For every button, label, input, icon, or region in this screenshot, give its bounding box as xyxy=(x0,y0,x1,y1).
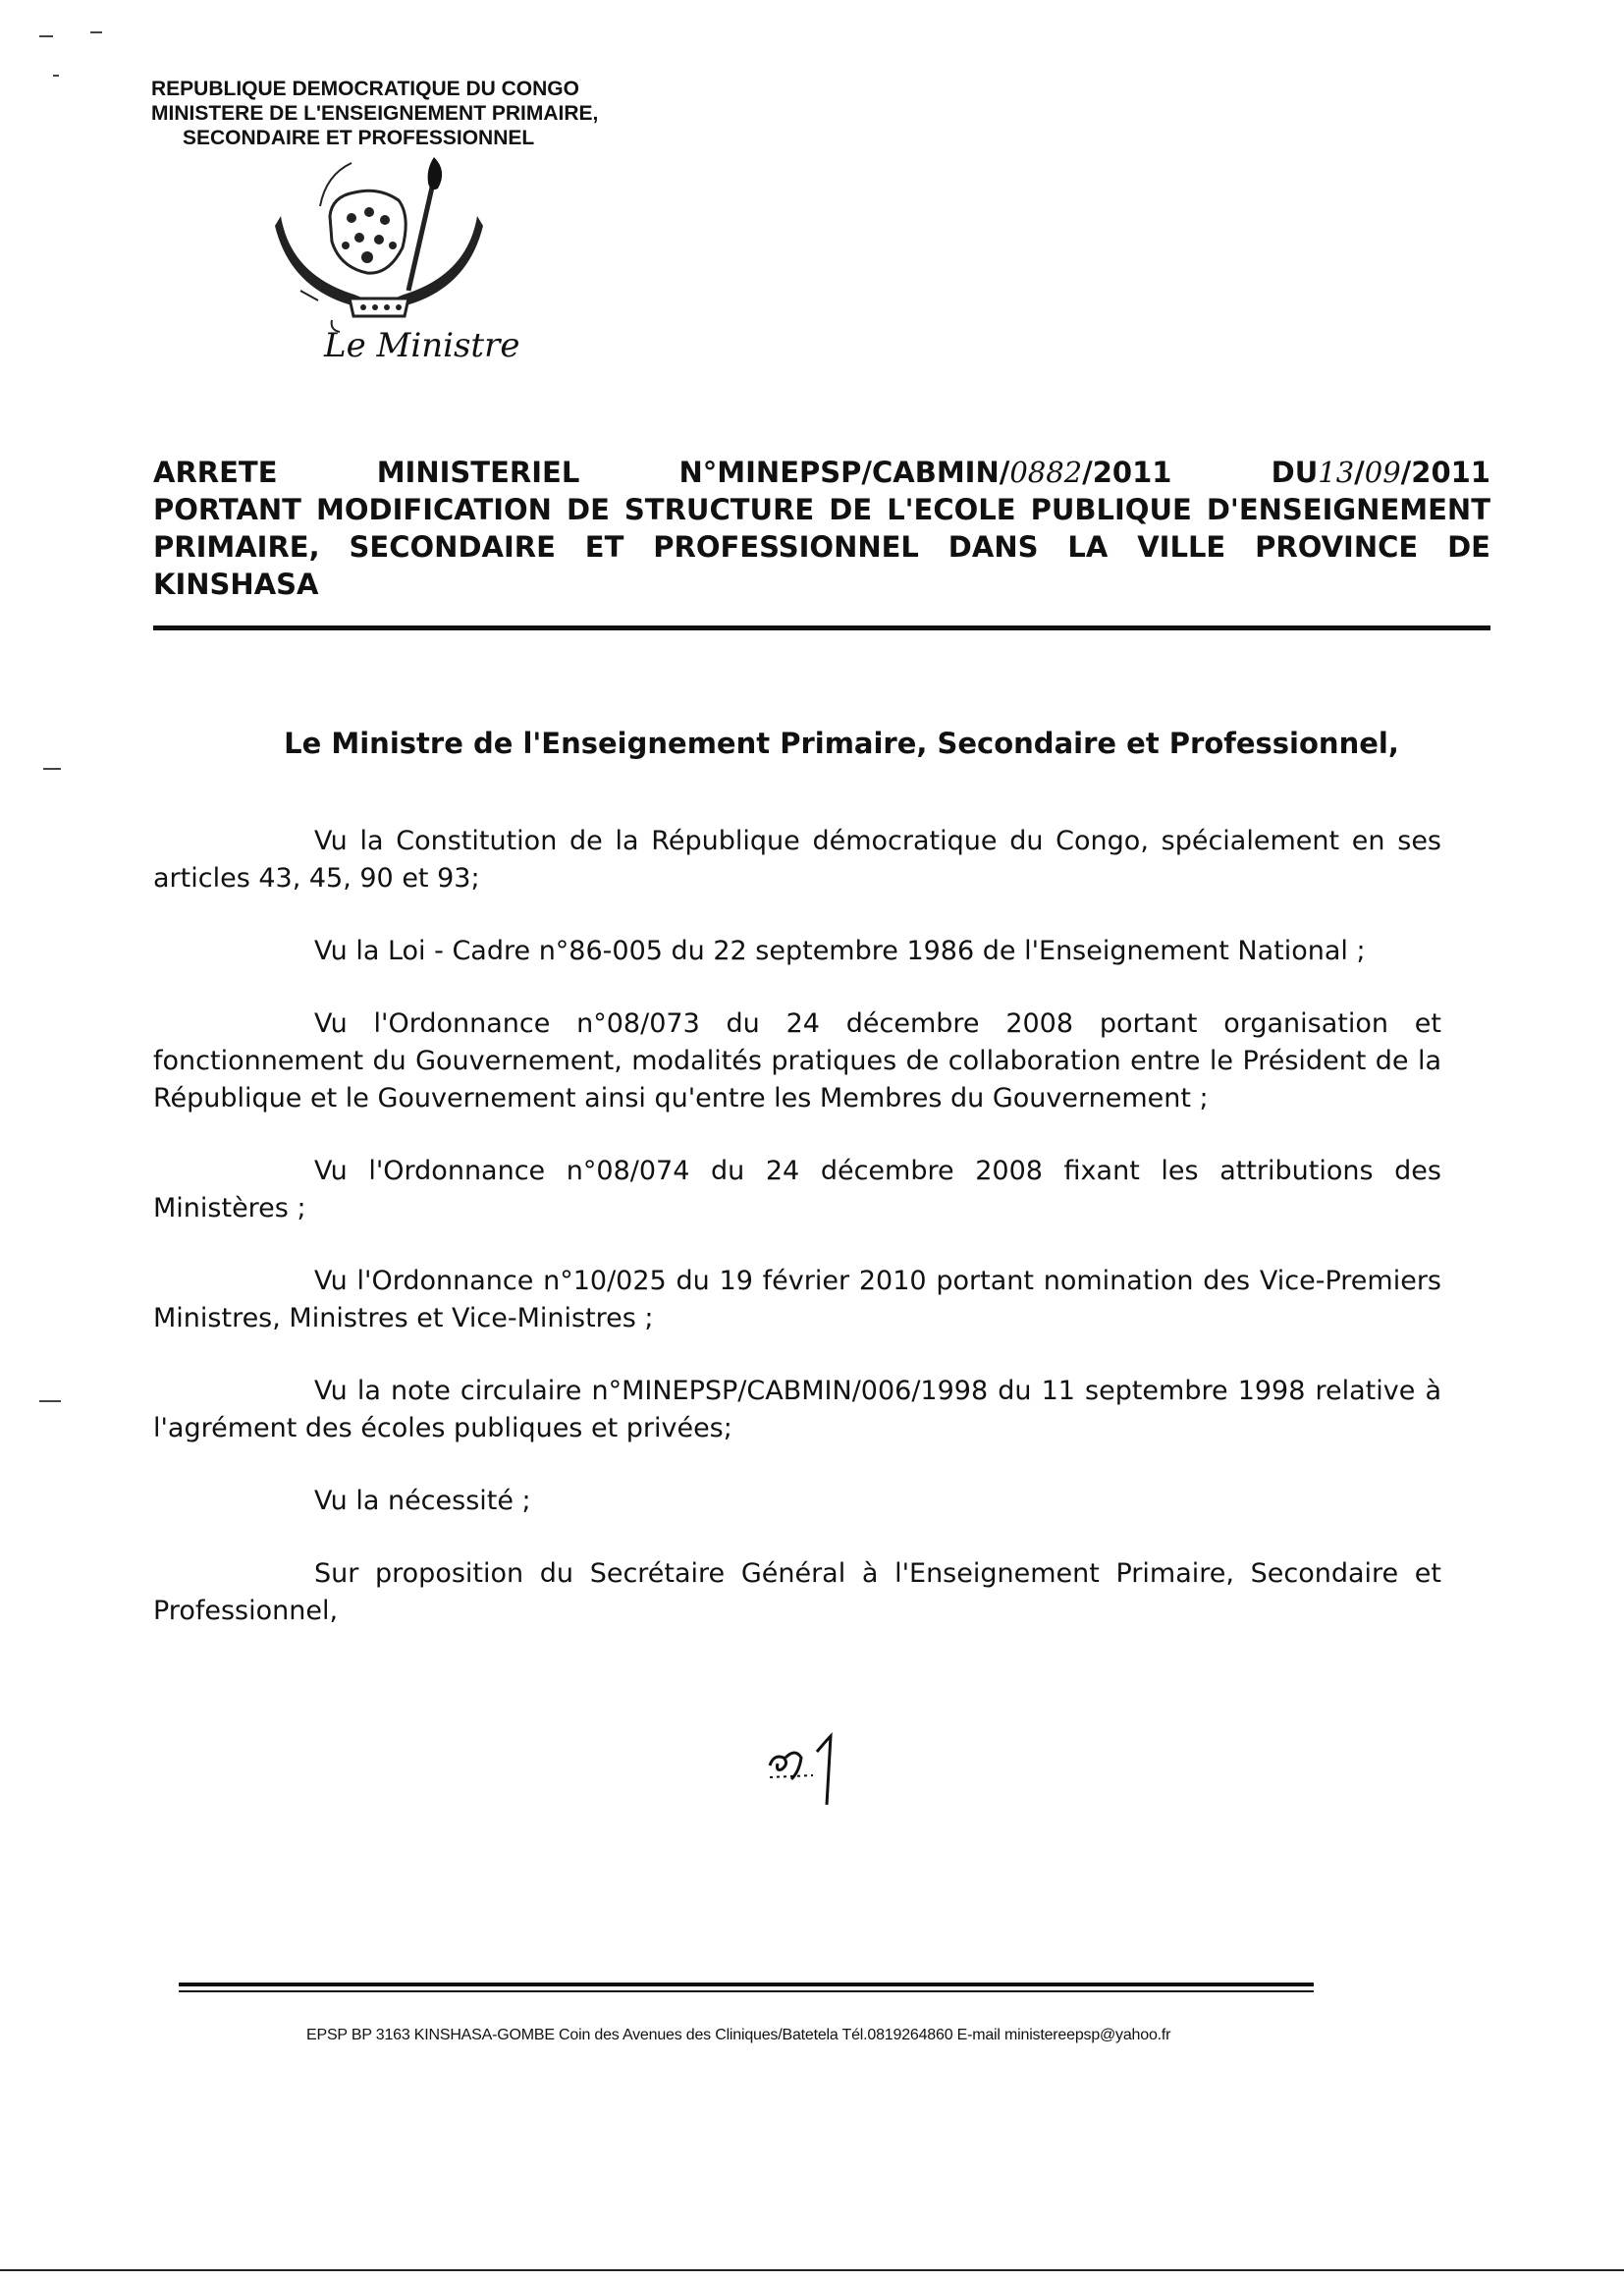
title-divider xyxy=(153,625,1490,630)
decree-title xyxy=(153,454,1490,603)
proposition-secretaire-general: Sur proposition du Secrétaire Général à l'Enseignement Primaire, Secondaire et Professionnel, xyxy=(153,1558,1441,1626)
footer-divider xyxy=(179,1983,1314,1986)
visa-ordonnance-08-073: Vu l'Ordonnance n°08/073 du 24 décembre 2008 portant organisation et fonctionnement du Gouvernement, modalités pratiques de collaboration entre le Président de la République et le Gouvernement ainsi qu'entre les Membres du Gouvernement ; xyxy=(153,1008,1441,1114)
visa-loi-cadre: Vu la Loi - Cadre n°86-005 du 22 septembre 1986 de l'Enseignement National ; xyxy=(314,936,1366,966)
decree-date: DU13/09/2011 xyxy=(1271,456,1490,489)
scan-edge-line xyxy=(0,2269,1624,2271)
header-country: REPUBLIQUE DEMOCRATIQUE DU CONGO xyxy=(151,78,579,100)
decree-month-handwritten: 09 xyxy=(1364,456,1401,489)
visa-note-circulaire: Vu la note circulaire n°MINEPSP/CABMIN/006/1998 du 11 septembre 1998 relative à l'agrément des écoles publiques et privées; xyxy=(153,1376,1441,1443)
preamble: Le Ministre de l'Enseignement Primaire, Secondaire et Professionnel, xyxy=(284,727,1399,760)
header-ministry-cont: SECONDAIRE ET PROFESSIONNEL xyxy=(183,127,535,149)
title-ministeriel: MINISTERIEL xyxy=(376,456,580,489)
footer-contact: EPSP BP 3163 KINSHASA-GOMBE Coin des Avenues des Cliniques/Batetela Tél.0819264860 E-mail ministereepsp@yahoo.fr xyxy=(306,2027,1171,2043)
handwritten-initials-icon xyxy=(756,1728,864,1807)
minister-signature-label: Le Ministre xyxy=(324,326,520,365)
congo-coat-of-arms-icon xyxy=(261,157,497,334)
visa-constitution: Vu la Constitution de la République démocratique du Congo, spécialement en ses articles 43, 45, 90 et 93; xyxy=(153,826,1441,894)
title-arrete: ARRETE xyxy=(153,456,278,489)
decree-number-suffix: /2011 xyxy=(1082,456,1172,489)
decree-subject: PORTANT MODIFICATION DE STRUCTURE DE L'ECOLE PUBLIQUE D'ENSEIGNEMENT PRIMAIRE, SECONDAIRE ET PROFESSIONNEL DANS LA VILLE PROVINCE DE KINSHASA xyxy=(153,493,1490,601)
decree-day-handwritten: 13 xyxy=(1318,456,1355,489)
decree-number-prefix: N°MINEPSP/CABMIN/ xyxy=(678,456,1010,489)
header-ministry: MINISTERE DE L'ENSEIGNEMENT PRIMAIRE, xyxy=(151,102,599,125)
visa-ordonnance-08-074: Vu l'Ordonnance n°08/074 du 24 décembre 2008 fixant les attributions des Ministères ; xyxy=(153,1156,1441,1223)
decree-body xyxy=(153,725,1441,1665)
visa-necessite: Vu la nécessité ; xyxy=(314,1486,531,1516)
decree-number xyxy=(679,454,1172,491)
ministry-header xyxy=(151,77,598,150)
decree-date-suffix: /2011 xyxy=(1400,456,1490,489)
decree-number-handwritten: 0882 xyxy=(1009,456,1083,489)
decree-date-prefix: DU xyxy=(1271,456,1319,489)
decree-number-line xyxy=(153,454,1490,491)
visa-ordonnance-10-025: Vu l'Ordonnance n°10/025 du 19 février 2010 portant nomination des Vice-Premiers Ministres, Ministres et Vice-Ministres ; xyxy=(153,1266,1441,1333)
footer-divider-thin xyxy=(179,1990,1314,1992)
